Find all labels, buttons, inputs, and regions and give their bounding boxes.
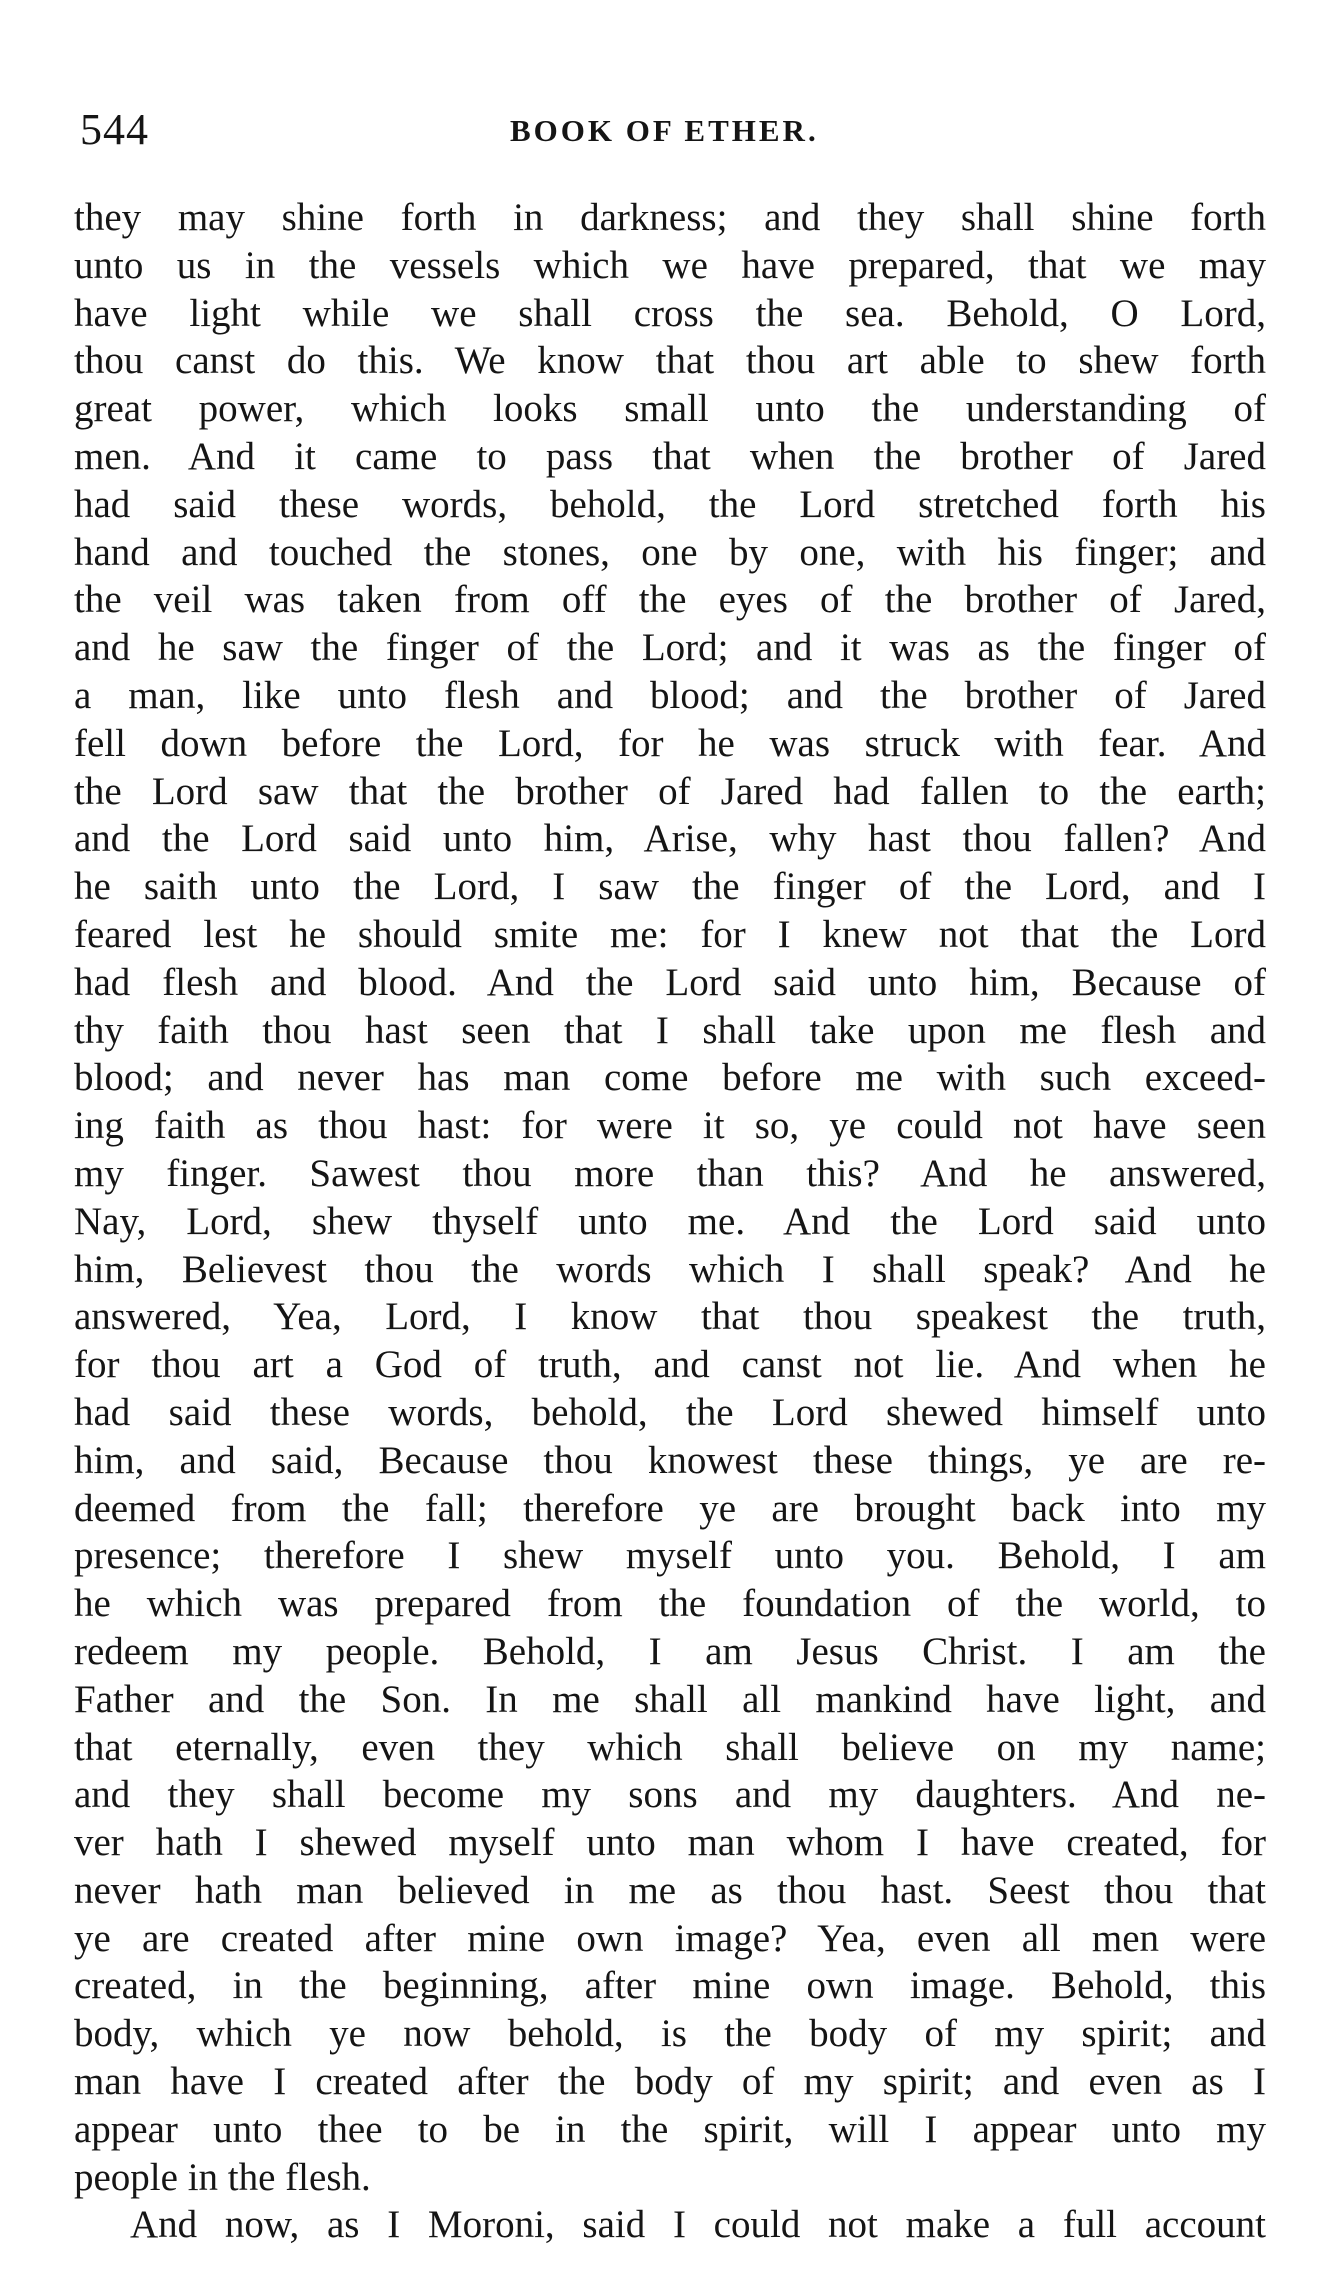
text-line: they may shine forth in darkness; and they shall shine forth bbox=[74, 196, 1266, 239]
text-line: hand and touched the stones, one by one, with his finger; and bbox=[74, 530, 1266, 574]
text-line: had said these words, behold, the Lord stretched forth his bbox=[74, 482, 1266, 526]
text-line: people in the flesh. bbox=[74, 2155, 371, 2199]
text-line: body, which ye now behold, is the body of my spirit; and bbox=[74, 2012, 1266, 2056]
text-line: and they shall become my sons and my daughters. And ne- bbox=[74, 1773, 1266, 1817]
text-line: him, and said, Because thou knowest these things, ye are re- bbox=[74, 1438, 1266, 1482]
text-line: created, in the beginning, after mine own image. Behold, this bbox=[74, 1964, 1266, 2008]
text-line: deemed from the fall; therefore ye are brought back into my bbox=[74, 1486, 1266, 1530]
text-line: presence; therefore I shew myself unto you. Behold, I am bbox=[74, 1534, 1266, 1578]
text-line: feared lest he should smite me: for I knew not that the Lord bbox=[74, 912, 1266, 956]
text-line: fell down before the Lord, for he was struck with fear. And bbox=[74, 721, 1266, 765]
text-line: he saith unto the Lord, I saw the finger of the Lord, and I bbox=[74, 865, 1266, 909]
text-line: ye are created after mine own image? Yea, even all men were bbox=[74, 1916, 1266, 1960]
text-line: unto us in the vessels which we have prepared, that we may bbox=[74, 243, 1266, 287]
text-line: the veil was taken from off the eyes of the brother of Jared, bbox=[74, 578, 1266, 622]
paragraph-start-line: And now, as I Moroni, said I could not make a full account bbox=[130, 2203, 1266, 2247]
text-line: have light while we shall cross the sea. Behold, O Lord, bbox=[74, 291, 1266, 335]
text-line: ver hath I shewed myself unto man whom I have created, for bbox=[74, 1821, 1266, 1865]
text-line: Nay, Lord, shew thyself unto me. And the Lord said unto bbox=[74, 1199, 1266, 1243]
text-line: blood; and never has man come before me with such exceed- bbox=[74, 1056, 1266, 1100]
text-line: answered, Yea, Lord, I know that thou speakest the truth, bbox=[74, 1295, 1266, 1339]
text-line: men. And it came to pass that when the brother of Jared bbox=[74, 434, 1266, 478]
text-line: redeem my people. Behold, I am Jesus Christ. I am the bbox=[74, 1629, 1266, 1673]
text-line: never hath man believed in me as thou hast. Seest thou that bbox=[74, 1868, 1266, 1912]
text-line: ing faith as thou hast: for were it so, ye could not have seen bbox=[74, 1104, 1266, 1148]
text-line: appear unto thee to be in the spirit, will I appear unto my bbox=[74, 2107, 1266, 2151]
text-line: a man, like unto flesh and blood; and the brother of Jared bbox=[74, 673, 1266, 717]
text-line: man have I created after the body of my spirit; and even as I bbox=[74, 2060, 1266, 2104]
text-line: the Lord saw that the brother of Jared had fallen to the earth; bbox=[74, 769, 1266, 813]
text-line: that eternally, even they which shall believe on my name; bbox=[74, 1725, 1266, 1769]
text-line: and the Lord said unto him, Arise, why hast thou fallen? And bbox=[74, 817, 1266, 861]
text-line: my finger. Sawest thou more than this? And he answered, bbox=[74, 1151, 1266, 1195]
text-line: thou canst do this. We know that thou art able to shew forth bbox=[74, 339, 1266, 383]
text-line: for thou art a God of truth, and canst not lie. And when he bbox=[74, 1343, 1266, 1387]
page-header bbox=[80, 100, 1260, 160]
text-line: had flesh and blood. And the Lord said unto him, Because of bbox=[74, 960, 1266, 1004]
text-line: he which was prepared from the foundation of the world, to bbox=[74, 1582, 1266, 1626]
running-head: BOOK OF ETHER. bbox=[510, 113, 819, 148]
body-text bbox=[74, 194, 1266, 2249]
text-line: him, Believest thou the words which I shall speak? And he bbox=[74, 1247, 1266, 1291]
page-number: 544 bbox=[80, 105, 149, 154]
text-line: great power, which looks small unto the understanding of bbox=[74, 387, 1266, 431]
text-line: Father and the Son. In me shall all mankind have light, and bbox=[74, 1677, 1266, 1721]
text-line: thy faith thou hast seen that I shall take upon me flesh and bbox=[74, 1008, 1266, 1052]
text-line: and he saw the finger of the Lord; and it was as the finger of bbox=[74, 626, 1266, 670]
text-line: had said these words, behold, the Lord shewed himself unto bbox=[74, 1390, 1266, 1434]
